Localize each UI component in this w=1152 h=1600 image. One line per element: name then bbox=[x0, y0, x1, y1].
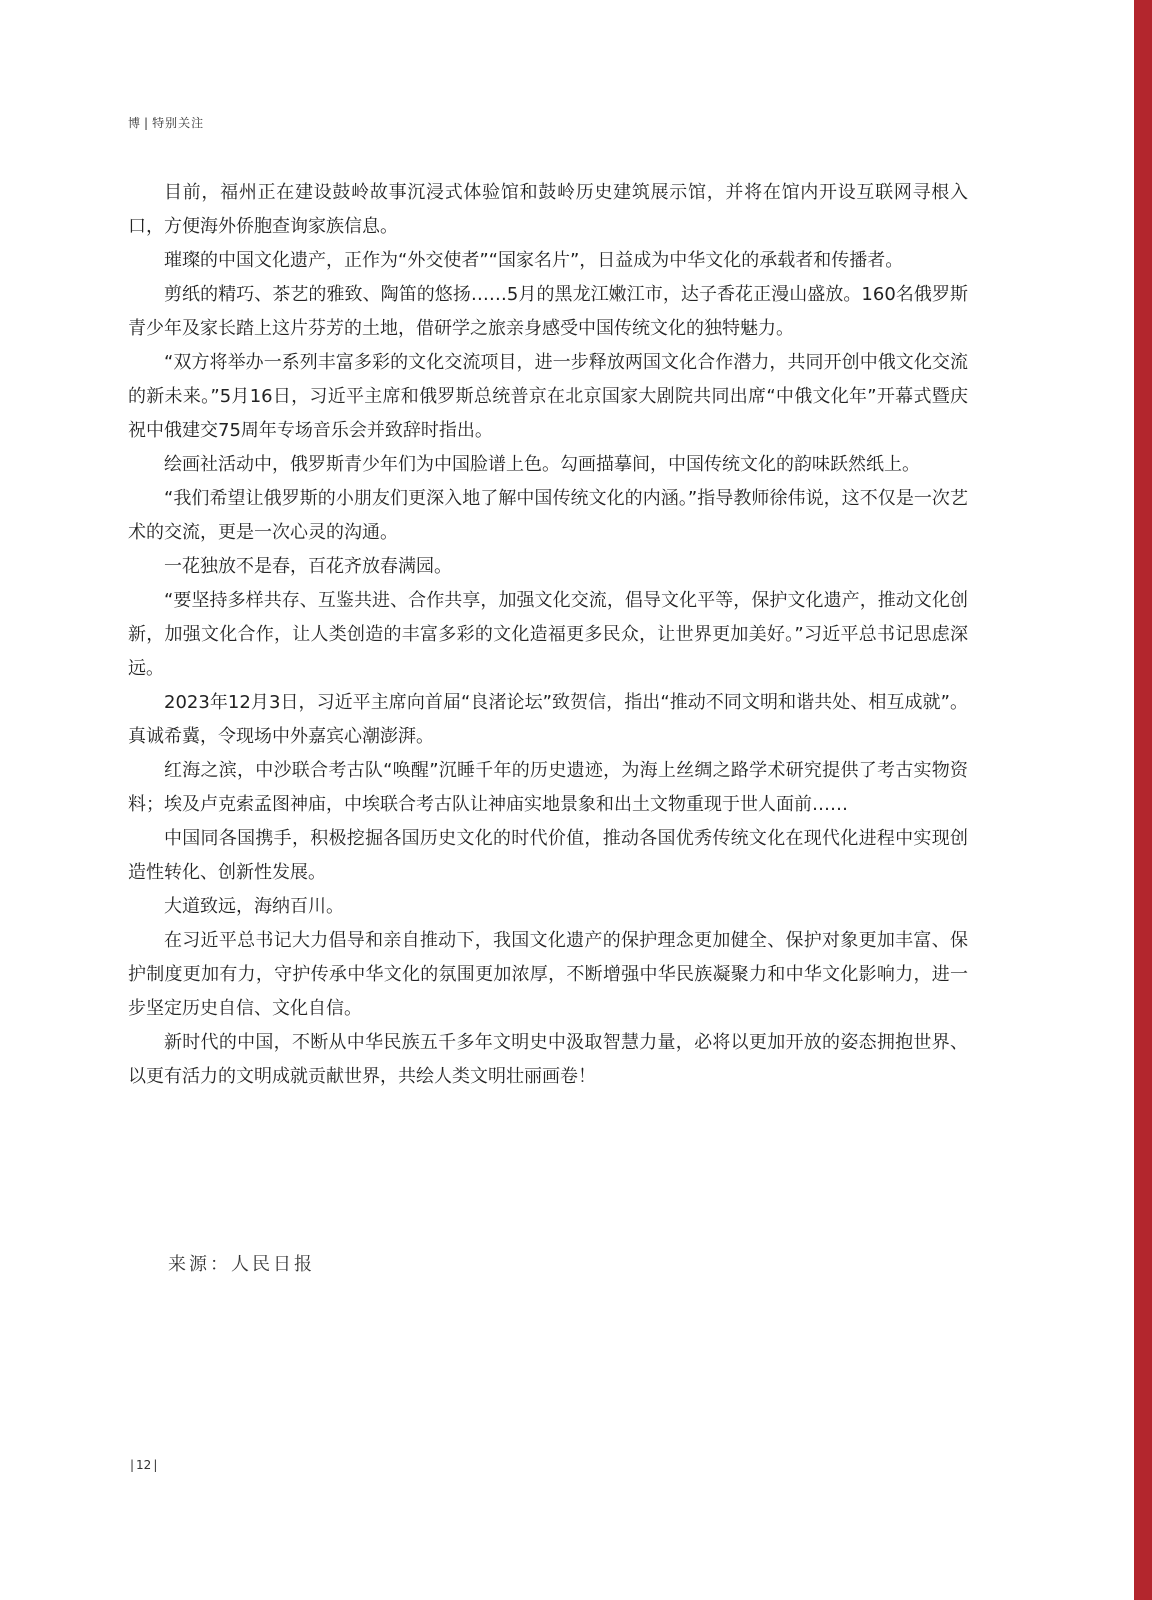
article-body bbox=[128, 176, 968, 1094]
page-number-value: 12 bbox=[136, 1458, 152, 1472]
paragraph: 绘画社活动中，俄罗斯青少年们为中国脸谱上色。勾画描摹间，中国传统文化的韵味跃然纸上。 bbox=[164, 454, 920, 475]
paragraph: “要坚持多样共存、互鉴共进、合作共享，加强文化交流，倡导文化平等，保护文化遗产，推动文化创新，加强文化合作，让人类创造的丰富多彩的文化造福更多民众，让世界更加美好。”习近平总书记思虑深远。 bbox=[128, 590, 968, 679]
page-number bbox=[128, 1458, 159, 1472]
paragraph: 2023年12月3日，习近平主席向首届“良渚论坛”致贺信，指出“推动不同文明和谐共处、相互成就”。真诚希冀，令现场中外嘉宾心潮澎湃。 bbox=[128, 692, 968, 747]
red-edge-stripe bbox=[1134, 0, 1152, 1600]
header-separator: | bbox=[144, 116, 150, 130]
paragraph: 目前，福州正在建设鼓岭故事沉浸式体验馆和鼓岭历史建筑展示馆，并将在馆内开设互联网寻根入口，方便海外侨胞查询家族信息。 bbox=[128, 182, 968, 237]
page-number-left-bar: | bbox=[130, 1458, 135, 1472]
paragraph: 新时代的中国，不断从中华民族五千多年文明史中汲取智慧力量，必将以更加开放的姿态拥抱世界、以更有活力的文明成就贡献世界，共绘人类文明壮丽画卷！ bbox=[128, 1032, 968, 1087]
paragraph: 一花独放不是春，百花齐放春满园。 bbox=[164, 556, 452, 577]
page-number-right-bar: | bbox=[153, 1458, 158, 1472]
header-title: 特别关注 bbox=[152, 116, 205, 130]
paragraph: 大道致远，海纳百川。 bbox=[164, 896, 344, 917]
paragraph: 剪纸的精巧、茶艺的雅致、陶笛的悠扬……5月的黑龙江嫩江市，达子香花正漫山盛放。160名俄罗斯青少年及家长踏上这片芬芳的土地，借研学之旅亲身感受中国传统文化的独特魅力。 bbox=[128, 284, 968, 339]
source-credit: 来源：人民日报 bbox=[168, 1254, 315, 1275]
paragraph: “我们希望让俄罗斯的小朋友们更深入地了解中国传统文化的内涵。”指导教师徐伟说，这不仅是一次艺术的交流，更是一次心灵的沟通。 bbox=[128, 488, 968, 543]
paragraph: “双方将举办一系列丰富多彩的文化交流项目，进一步释放两国文化合作潜力，共同开创中俄文化交流的新未来。”5月16日，习近平主席和俄罗斯总统普京在北京国家大剧院共同出席“中俄文化年”开幕式暨庆祝中俄建交75周年专场音乐会并致辞时指出。 bbox=[128, 352, 968, 441]
header-section: 博 bbox=[128, 116, 142, 130]
paragraph: 在习近平总书记大力倡导和亲自推动下，我国文化遗产的保护理念更加健全、保护对象更加丰富、保护制度更加有力，守护传承中华文化的氛围更加浓厚，不断增强中华民族凝聚力和中华文化影响力，进一步坚定历史自信、文化自信。 bbox=[128, 930, 968, 1019]
paragraph: 红海之滨，中沙联合考古队“唤醒”沉睡千年的历史遗迹，为海上丝绸之路学术研究提供了考古实物资料；埃及卢克索孟图神庙，中埃联合考古队让神庙实地景象和出土文物重现于世人面前…… bbox=[128, 760, 968, 815]
paragraph: 中国同各国携手，积极挖掘各国历史文化的时代价值，推动各国优秀传统文化在现代化进程中实现创造性转化、创新性发展。 bbox=[128, 828, 968, 883]
paragraph: 璀璨的中国文化遗产，正作为“外交使者”“国家名片”，日益成为中华文化的承载者和传播者。 bbox=[164, 250, 904, 271]
running-header bbox=[128, 114, 204, 131]
